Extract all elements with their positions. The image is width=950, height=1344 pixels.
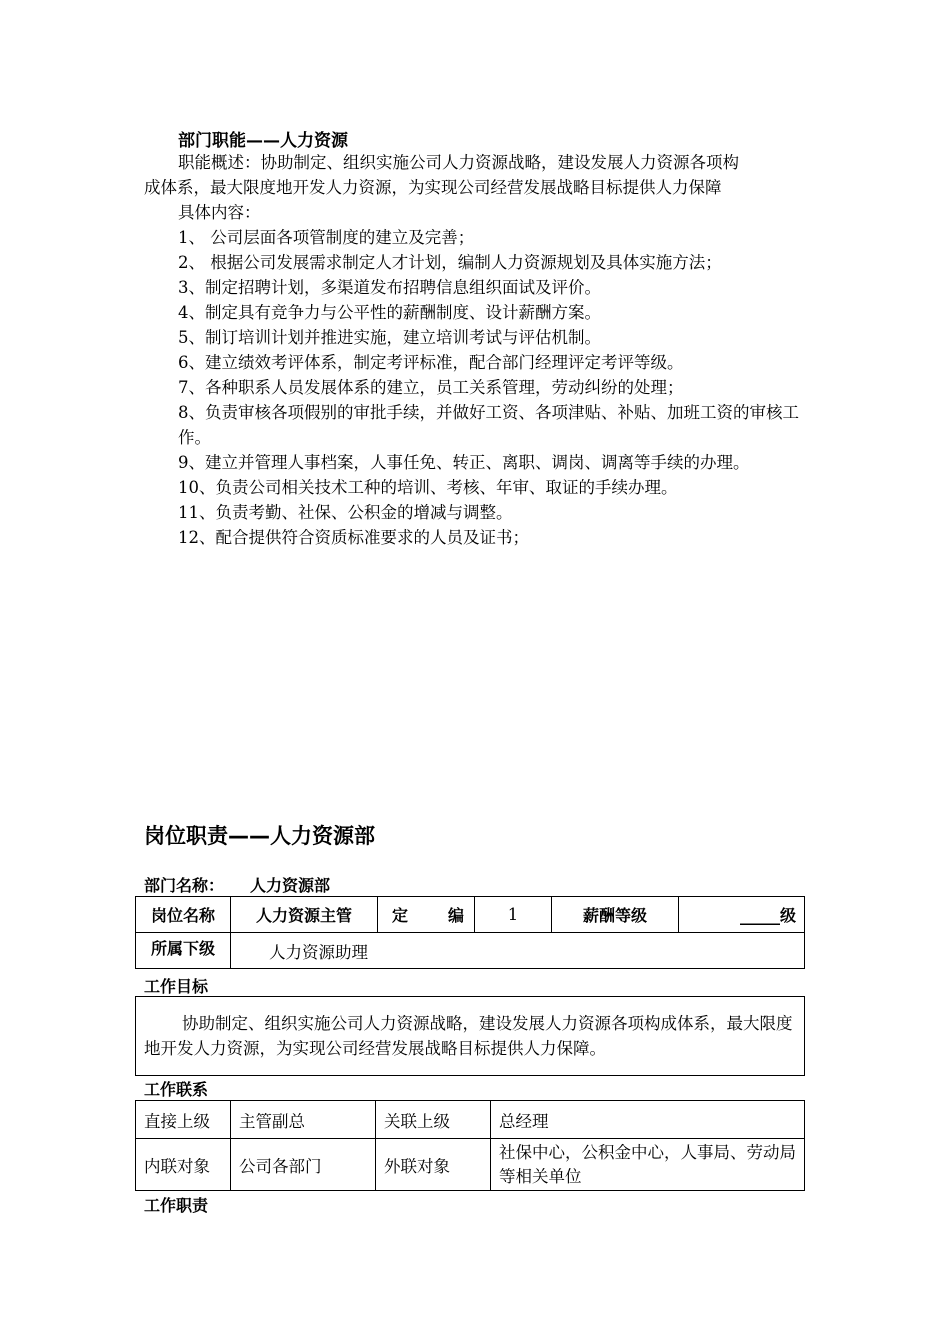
salary-grade-label: 薪酬等级 [552,897,679,933]
quota-label-b: 编 [447,906,464,925]
list-item: 5、制订培训计划并推进实施，建立培训考试与评估机制。 [178,328,601,347]
subordinate-label: 所属下级 [136,933,231,969]
internal-contact-value: 公司各部门 [231,1139,376,1191]
work-goal-text: 协助制定、组织实施公司人力资源战略，建设发展人力资源各项构成体系，最大限度地开发人力资源，为实现公司经营发展战略目标提供人力保障。 [144,1014,793,1058]
work-goal-box [135,996,805,1076]
subordinate-value: 人力资源助理 [231,933,805,969]
list-item: 12、配合提供符合资质标准要求的人员及证书； [178,528,529,547]
list-item: 2、 根据公司发展需求制定人才计划，编制人力资源规划及具体实施方法； [178,253,722,272]
list-item: 4、制定具有竞争力与公平性的薪酬制度、设计薪酬方案。 [178,303,601,322]
list-item: 6、建立绩效考评体系，制定考评标准，配合部门经理评定考评等级。 [178,353,684,372]
list-item: 7、各种职系人员发展体系的建立，员工关系管理，劳动纠纷的处理； [178,378,684,397]
external-contact-value: 社保中心，公积金中心，人事局、劳动局等相关单位 [491,1139,805,1191]
dept-name-value: 人力资源部 [250,876,331,895]
related-superior-label: 关联上级 [376,1101,491,1139]
related-superior-value: 总经理 [491,1101,805,1139]
list-item: 10、负责公司相关技术工种的培训、考核、年审、取证的手续办理。 [178,478,678,497]
section-title-dept-function: 部门职能——人力资源 [178,131,348,151]
work-contact-table [135,1100,805,1191]
work-contact-heading: 工作联系 [144,1080,209,1099]
dept-name-label: 部门名称： [144,876,225,895]
list-item: 11、负责考勤、社保、公积金的增减与调整。 [178,503,513,522]
list-item: 1、 公司层面各项管制度的建立及完善； [178,228,475,247]
internal-contact-label: 内联对象 [136,1139,231,1191]
quota-value: 1 [475,897,552,933]
post-name-value: 人力资源主管 [231,897,378,933]
external-contact-label: 外联对象 [376,1139,491,1191]
work-goal-heading: 工作目标 [144,977,209,996]
quota-label [378,897,475,933]
salary-grade-value: _____级 [679,897,805,933]
overview-paragraph [144,150,806,200]
direct-superior-label: 直接上级 [136,1101,231,1139]
work-duty-heading: 工作职责 [144,1196,209,1215]
list-item: 3、制定招聘计划，多渠道发布招聘信息组织面试及评价。 [178,278,601,297]
list-item: 9、建立并管理人事档案，人事任免、转正、离职、调岗、调离等手续的办理。 [178,453,750,472]
post-info-table [135,896,805,969]
overview-line-2: 成体系，最大限度地开发人力资源，为实现公司经营发展战略目标提供人力保障 [144,178,722,197]
overview-line-1: 职能概述：协助制定、组织实施公司人力资源战略，建设发展人力资源各项构 [178,153,739,172]
direct-superior-value: 主管副总 [231,1101,376,1139]
section-title-post-duties: 岗位职责——人力资源部 [144,824,375,848]
quota-label-a: 定 [392,906,409,925]
list-item: 8、负责审核各项假别的审批手续，并做好工资、各项津贴、补贴、加班工资的审核工作。 [178,403,799,447]
details-heading: 具体内容： [178,203,261,222]
post-name-label: 岗位名称 [136,897,231,933]
